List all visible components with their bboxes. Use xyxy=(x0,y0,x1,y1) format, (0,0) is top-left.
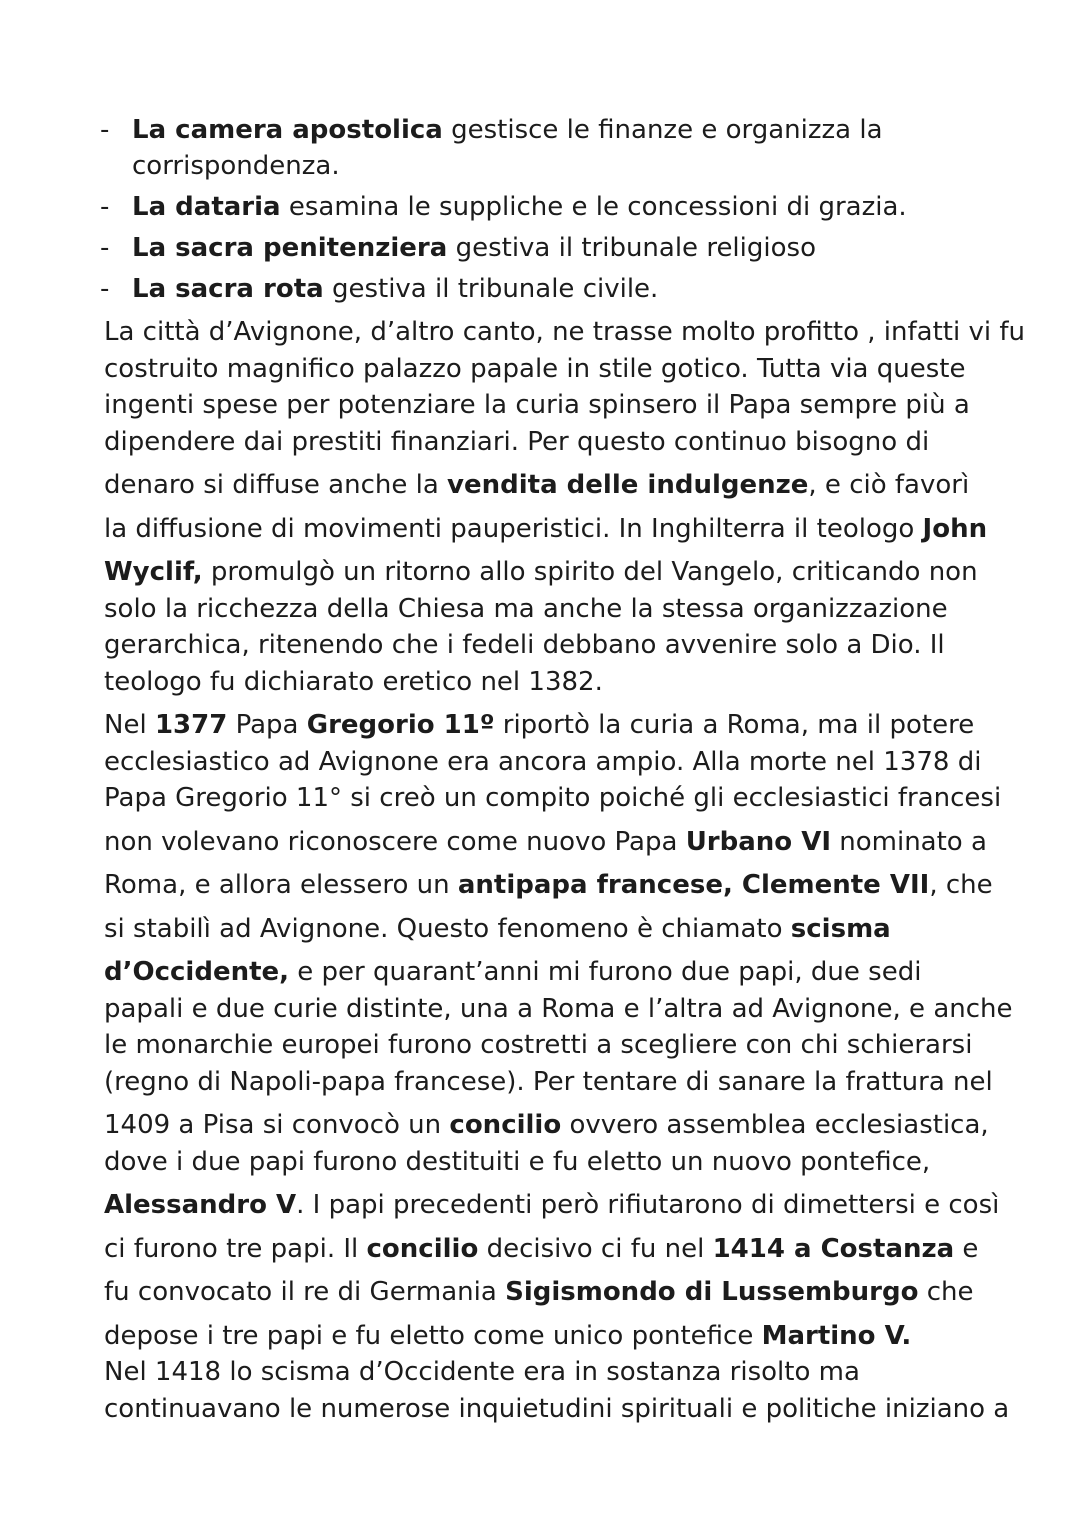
text-line: denaro si diffuse anche la vendita delle indulgenze, e ciò favorì xyxy=(104,470,970,500)
text-line: ecclesiastico ad Avignone era ancora ampio. Alla morte nel 1378 di xyxy=(104,746,982,777)
text-line: Roma, e allora elessero un antipapa francese, Clemente VII, che xyxy=(104,870,993,900)
definition: gestiva il tribunale civile. xyxy=(323,274,659,304)
text-line: La città d’Avignone, d’altro canto, ne trasse molto profitto , infatti vi fu xyxy=(104,317,1025,347)
list-item xyxy=(0,271,952,307)
text-line: Alessandro V. I papi precedenti però rifiutarono di dimettersi e così xyxy=(104,1190,1000,1220)
text-line: solo la ricchezza della Chiesa ma anche la stessa organizzazione xyxy=(104,593,948,624)
bullet-dash: - xyxy=(100,192,110,222)
text-line: gerarchica, ritenendo che i fedeli debbano avvenire solo a Dio. Il xyxy=(104,630,945,660)
text-line: depose i tre papi e fu eletto come unico pontefice Martino V. xyxy=(104,1320,912,1351)
text-line: Nel 1418 lo scisma d’Occidente era in sostanza risolto ma xyxy=(104,1357,860,1387)
body-text xyxy=(104,314,1025,1427)
bullet-dash: - xyxy=(100,233,110,263)
bullet-dash: - xyxy=(100,274,110,304)
definition: gestiva il tribunale religioso xyxy=(447,233,816,263)
definition: esamina le suppliche e le concessioni di grazia. xyxy=(280,192,907,222)
term: La sacra rota xyxy=(132,274,324,304)
text-line: fu convocato il re di Germania Sigismondo di Lussemburgo che xyxy=(104,1277,974,1307)
text-line: 1409 a Pisa si convocò un concilio ovvero assemblea ecclesiastica, xyxy=(104,1110,989,1140)
list-item xyxy=(0,112,952,184)
text-line: Wyclif, promulgò un ritorno allo spirito del Vangelo, criticando non xyxy=(104,557,978,587)
text-line: Nel 1377 Papa Gregorio 11º riportò la curia a Roma, ma il potere xyxy=(104,710,975,740)
term: La sacra penitenziera xyxy=(132,233,448,263)
text-line: ingenti spese per potenziare la curia spinsero il Papa sempre più a xyxy=(104,390,970,420)
text-line: Papa Gregorio 11° si creò un compito poiché gli ecclesiastici francesi xyxy=(104,783,1002,813)
text-line: d’Occidente, e per quarant’anni mi furono due papi, due sedi xyxy=(104,957,922,987)
paragraph-scisma xyxy=(104,707,1013,1354)
text-line: non volevano riconoscere come nuovo Papa Urbano VI nominato a xyxy=(104,826,987,857)
text-line: continuavano le numerose inquietudini spirituali e politiche iniziano a xyxy=(104,1393,1010,1424)
text-line: ci furono tre papi. Il concilio decisivo ci fu nel 1414 a Costanza e xyxy=(104,1233,979,1264)
text-line: papali e due curie distinte, una a Roma e l’altra ad Avignone, e anche xyxy=(104,993,1013,1024)
bullet-list xyxy=(0,112,1080,312)
list-item xyxy=(0,189,952,225)
term: La dataria xyxy=(132,192,281,222)
text-line: costruito magnifico palazzo papale in stile gotico. Tutta via queste xyxy=(104,353,966,384)
list-item xyxy=(0,230,952,266)
text-line: dove i due papi furono destituiti e fu eletto un nuovo pontefice, xyxy=(104,1146,931,1177)
paragraph-avignone xyxy=(104,314,1025,700)
text-line: la diffusione di movimenti pauperistici. In Inghilterra il teologo John xyxy=(104,513,988,544)
bullet-dash: - xyxy=(100,115,110,145)
text-line: teologo fu dichiarato eretico nel 1382. xyxy=(104,666,603,697)
text-line: le monarchie europei furono costretti a scegliere con chi schierarsi xyxy=(104,1030,973,1060)
text-line: si stabilì ad Avignone. Questo fenomeno è chiamato scisma xyxy=(104,913,891,944)
text-line: (regno di Napoli-papa francese). Per tentare di sanare la frattura nel xyxy=(104,1066,993,1097)
definition: gestisce le finanze e organizza la corrispondenza. xyxy=(132,115,883,181)
paragraph-conclusion xyxy=(104,1354,1010,1427)
term: La camera apostolica xyxy=(132,115,443,145)
text-line: dipendere dai prestiti finanziari. Per questo continuo bisogno di xyxy=(104,426,930,457)
